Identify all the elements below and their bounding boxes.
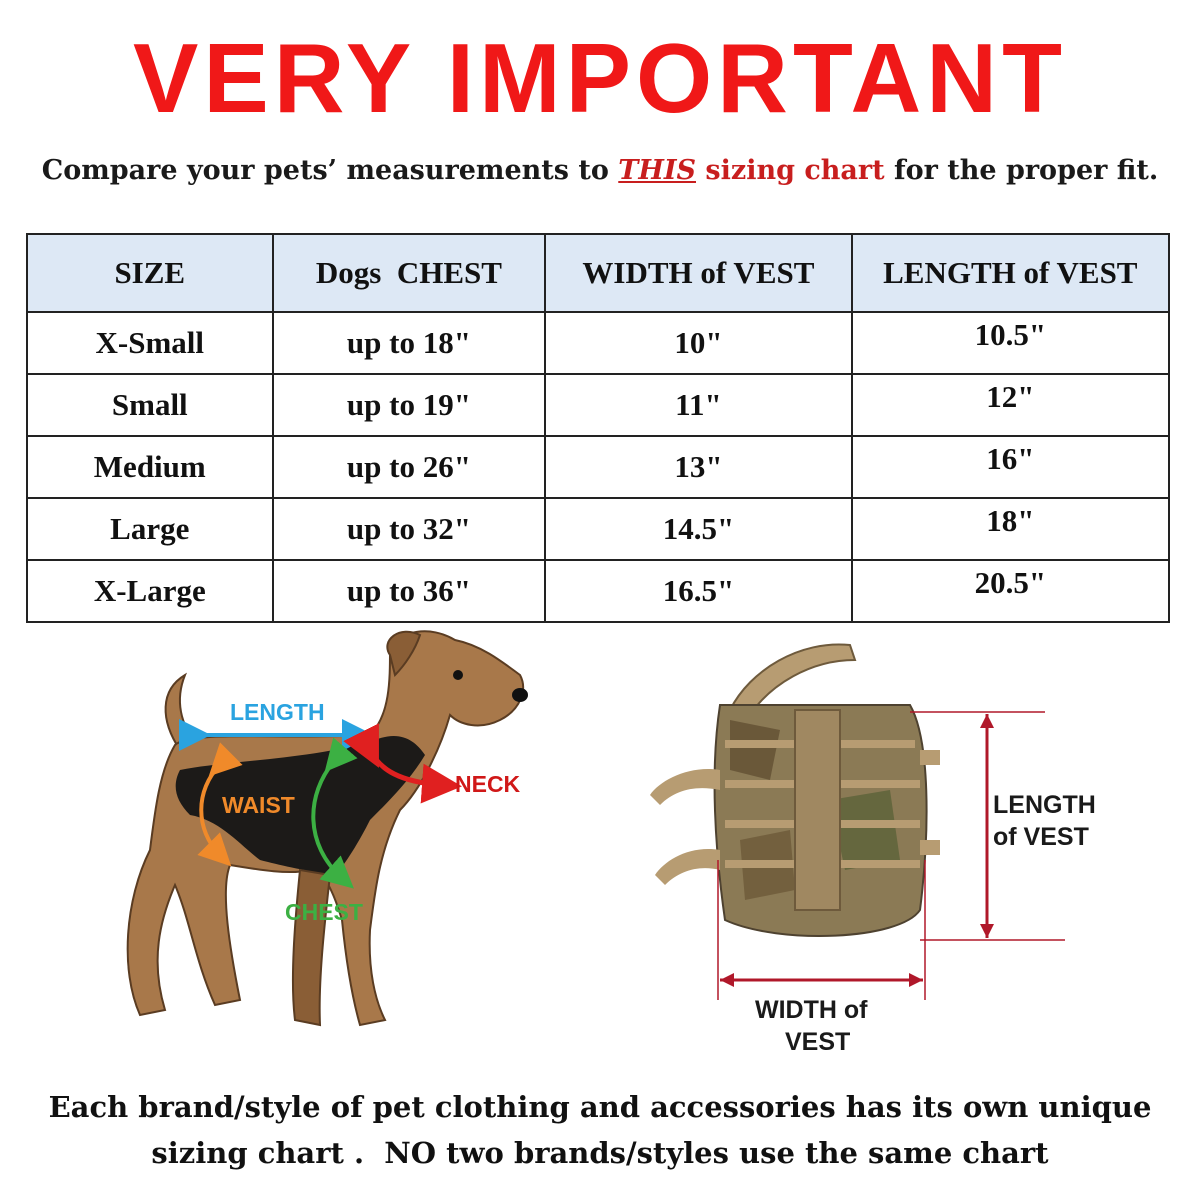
- cell-length: 16": [852, 436, 1169, 498]
- cell-length: 20.5": [852, 560, 1169, 622]
- table-header-row: [27, 234, 1169, 312]
- vest-length-label-2: of VEST: [993, 823, 1089, 851]
- dog-measurement-diagram: [80, 620, 560, 1060]
- cell-width: 13": [545, 436, 851, 498]
- chest-label: CHEST: [285, 899, 363, 925]
- dog-eye: [453, 670, 463, 680]
- subtitle-post: for the proper fit.: [884, 155, 1159, 186]
- vest-width-label-2: VEST: [785, 1028, 851, 1056]
- cell-length: 18": [852, 498, 1169, 560]
- length-label: LENGTH: [230, 699, 325, 725]
- cell-width: 14.5": [545, 498, 851, 560]
- header-size: SIZE: [27, 234, 273, 312]
- footer-note: [0, 1084, 1200, 1176]
- table-row: [27, 498, 1169, 560]
- dog-nose: [512, 688, 528, 702]
- cell-chest: up to 18": [273, 312, 546, 374]
- waist-label: WAIST: [222, 792, 295, 818]
- cell-length: 10.5": [852, 312, 1169, 374]
- cell-width: 16.5": [545, 560, 851, 622]
- footer-line-1: Each brand/style of pet clothing and accessories has its own unique: [48, 1090, 1152, 1124]
- subtitle-chart: sizing chart: [696, 155, 885, 186]
- cell-size: X-Small: [27, 312, 273, 374]
- header-width: WIDTH of VEST: [545, 234, 851, 312]
- table-row: [27, 374, 1169, 436]
- size-chart-table: [26, 233, 1170, 623]
- table-row: [27, 436, 1169, 498]
- cell-chest: up to 36": [273, 560, 546, 622]
- neck-label: NECK: [455, 771, 521, 797]
- cell-size: X-Large: [27, 560, 273, 622]
- vest-length-label-1: LENGTH: [993, 791, 1096, 819]
- header-length: LENGTH of VEST: [852, 234, 1169, 312]
- subtitle-pre: Compare your pets’ measurements to: [41, 155, 619, 186]
- footer-line-2: sizing chart . NO two brands/styles use the same chart: [151, 1136, 1049, 1170]
- subtitle: [0, 155, 1200, 186]
- header-chest: Dogs CHEST: [273, 234, 546, 312]
- cell-size: Large: [27, 498, 273, 560]
- table-row: [27, 560, 1169, 622]
- cell-chest: up to 32": [273, 498, 546, 560]
- cell-length: 12": [852, 374, 1169, 436]
- cell-chest: up to 19": [273, 374, 546, 436]
- cell-size: Small: [27, 374, 273, 436]
- page-title: VERY IMPORTANT: [133, 23, 1067, 133]
- vest-measurement-diagram: [630, 630, 1150, 1070]
- subtitle-this: THIS: [618, 155, 696, 186]
- table-row: [27, 312, 1169, 374]
- cell-width: 11": [545, 374, 851, 436]
- cell-size: Medium: [27, 436, 273, 498]
- cell-chest: up to 26": [273, 436, 546, 498]
- vest-width-label-1: WIDTH of: [755, 996, 868, 1024]
- cell-width: 10": [545, 312, 851, 374]
